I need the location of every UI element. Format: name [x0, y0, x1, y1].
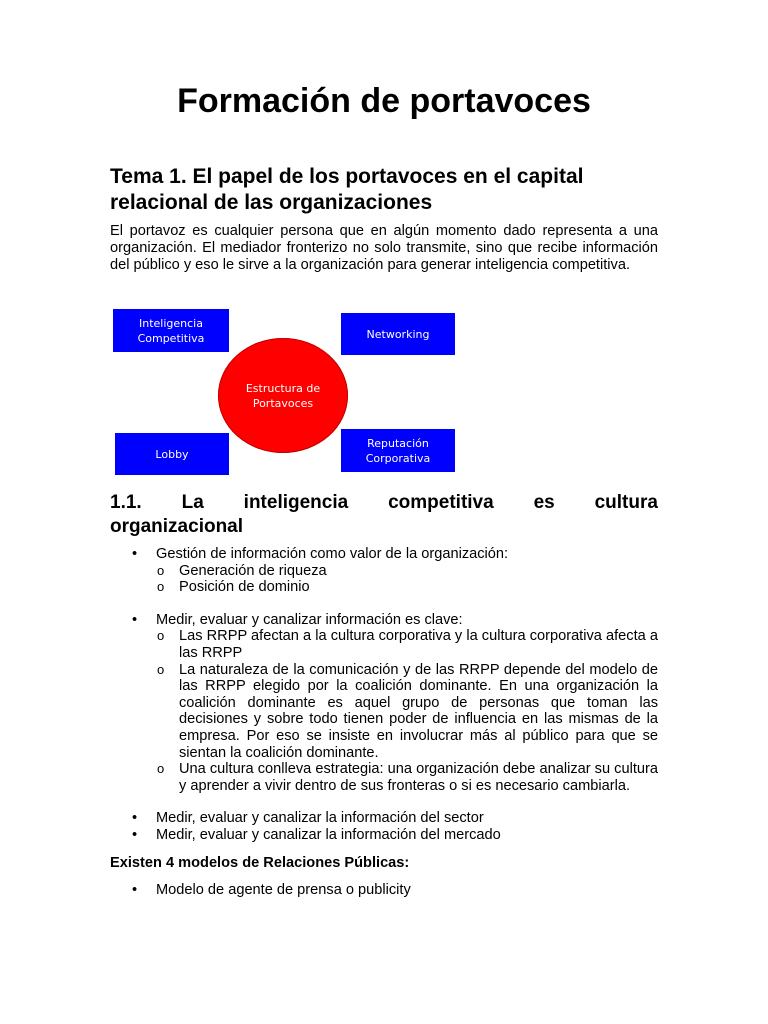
sub-list-item: o Posición de dominio — [157, 579, 310, 596]
section-heading — [110, 491, 658, 539]
bullet-icon: • — [132, 810, 138, 827]
bullet-icon: • — [132, 546, 138, 562]
bullet-icon: • — [132, 882, 138, 899]
circle-estructura-portavoces: Estructura de Portavoces — [218, 338, 348, 453]
models-heading: Existen 4 modelos de Relaciones Públicas: — [110, 854, 410, 871]
box-inteligencia-competitiva: Inteligencia Competitiva — [113, 309, 229, 352]
box-networking: Networking — [341, 313, 455, 355]
tema-heading-line2: relacional de las organizaciones — [110, 191, 433, 214]
tema-heading-line1: Tema 1. El papel de los portavoces en el capital — [110, 165, 584, 188]
list-item: • Modelo de agente de prensa o publicity — [132, 882, 411, 899]
sub-list-item: o La naturaleza de la comunicación y de las RRPP depende del modelo de las RRPP elegido por la coalición dominante. En una organización la coalición dominante es aquel grupo de personas que toman las decisiones y sobre todo tienen poder de influencia en las mismas de la empresa. Por eso se insiste en involucrar más al público para que se sientan la coalición dominante. — [157, 661, 658, 761]
page-title: Formación de portavoces — [177, 82, 591, 120]
list-item: • Medir, evaluar y canalizar la información del mercado — [132, 826, 501, 843]
list-item: • Medir, evaluar y canalizar información es clave: — [132, 611, 463, 628]
sub-list-item: o Generación de riqueza — [157, 562, 327, 579]
sub-bullet-icon: o — [157, 562, 165, 578]
list-item: • Gestión de información como valor de la organización: — [132, 546, 509, 562]
sub-bullet-icon: o — [157, 761, 165, 777]
box-reputacion-corporativa: Reputación Corporativa — [341, 429, 455, 472]
box-lobby: Lobby — [115, 433, 229, 475]
section-heading-line1: 1.1. La inteligencia competitiva es cultura — [110, 492, 658, 513]
section-list — [110, 546, 658, 899]
bullet-icon: • — [132, 826, 138, 843]
sub-list-item: o Las RRPP afectan a la cultura corporativa y la cultura corporativa afecta a las RRPP — [157, 628, 658, 661]
sub-bullet-icon: o — [157, 628, 165, 644]
sub-bullet-icon: o — [157, 661, 165, 677]
tema-heading — [110, 164, 658, 216]
list-item: • Medir, evaluar y canalizar la información del sector — [132, 810, 484, 827]
bullet-icon: • — [132, 611, 138, 628]
portavoces-diagram — [113, 306, 469, 478]
sub-list-item: o Una cultura conlleva estrategia: una organización debe analizar su cultura y aprender a vivir dentro de sus fronteras o si es necesario cambiarla. — [157, 761, 658, 794]
tema-paragraph: El portavoz es cualquier persona que en algún momento dado representa a una organización. El mediador fronterizo no solo transmite, sino que recibe información del público y eso le sirve a la organización para generar inteligencia competitiva. — [110, 223, 658, 273]
sub-bullet-icon: o — [157, 579, 165, 595]
section-heading-line2: organizacional — [110, 516, 244, 537]
